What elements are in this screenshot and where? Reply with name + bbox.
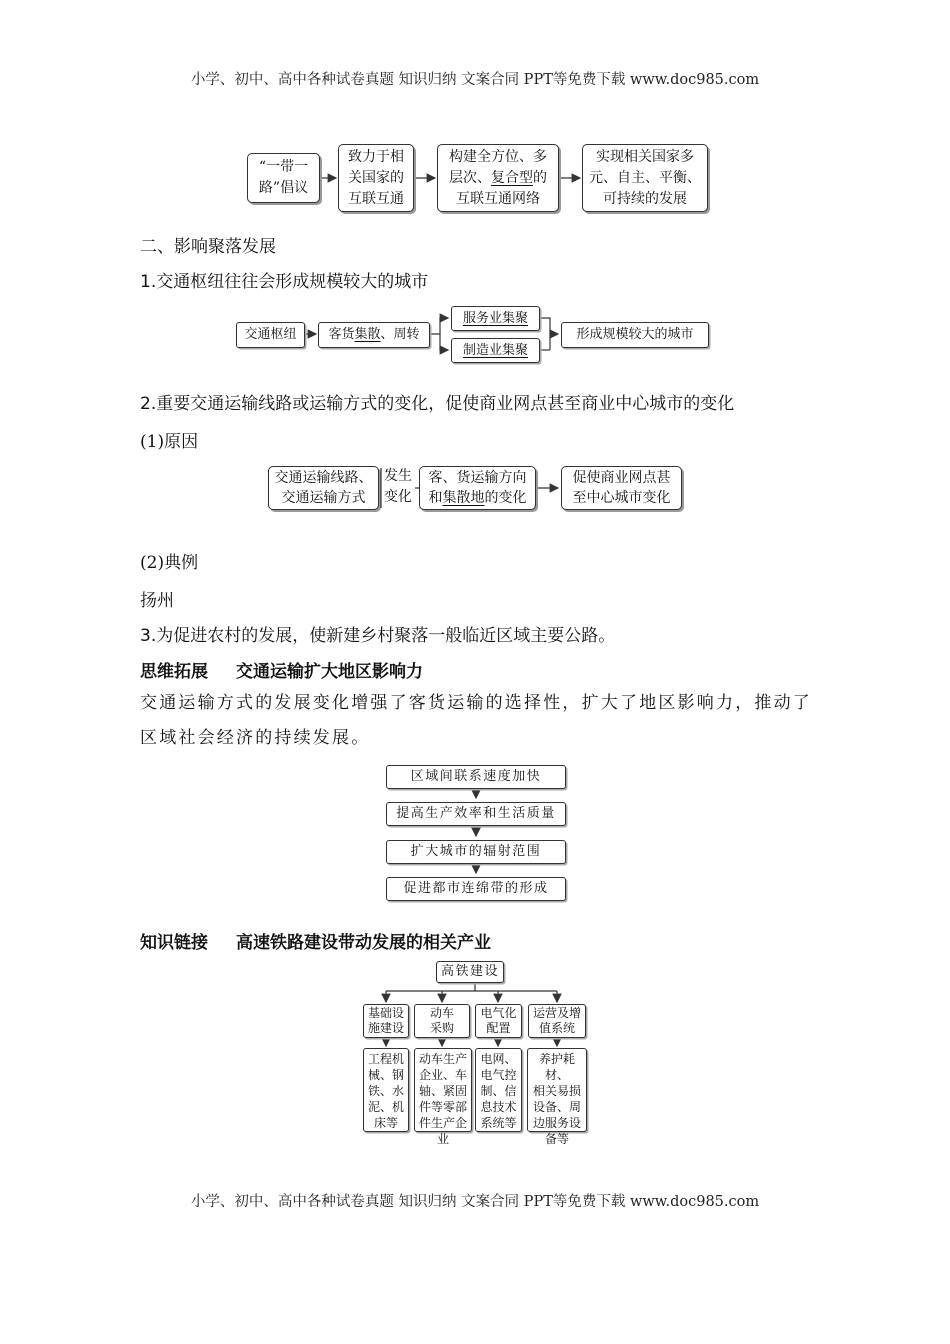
flow4-step-1: 区域间联系速度加快 (386, 765, 566, 789)
flow2-box-hub: 交通枢纽 (236, 322, 305, 348)
flow3-change-label: 发生 变化 (384, 468, 412, 505)
think-title: 交通运输扩大地区影响力 (236, 662, 423, 682)
flow3-direction-line1: 客、货运输方向 (428, 470, 527, 486)
tree-root: 高铁建设 (436, 961, 504, 983)
example-label: (2)典例 (140, 553, 199, 573)
example-value: 扬州 (140, 591, 174, 611)
flow4-step-3: 扩大城市的辐射范围 (386, 840, 566, 864)
flow1-box-development: 实现相关国家多 元、自主、平衡、 可持续的发展 (582, 144, 708, 212)
page-footer: 小学、初中、高中各种试卷真题 知识归纳 文案合同 PPT等免费下载 www.doc985.com (190, 1194, 760, 1210)
tree-leaf-infrastructure: 工程机 械、钢 铁、水 泥、机 床等 (363, 1048, 409, 1132)
tree-mid-electrification: 电气化 配置 (475, 1004, 522, 1038)
flow2-box-big-city: 形成规模较大的城市 (561, 322, 709, 348)
flow3-box-commerce: 促使商业网点甚 至中心城市变化 (561, 466, 682, 510)
link-label: 知识链接 (140, 933, 208, 953)
flow2-service-text: 服务业集聚 (462, 310, 528, 326)
tree-leaf-electrification: 电网、 电气控 制、信 息技术 系统等 (475, 1048, 522, 1132)
flow3-box-routes: 交通运输线路、 交通运输方式 (268, 466, 379, 510)
flow4-step-2: 提高生产效率和生活质量 (386, 802, 566, 826)
item-3-text: 3.为促进农村的发展，使新建乡村聚落一般临近区域主要公路。 (140, 626, 616, 646)
tree-leaf-operations: 养护耗材、 相关易损 设备、周 边服务设 备等 (527, 1048, 587, 1132)
tree-mid-operations: 运营及增 值系统 (528, 1004, 586, 1038)
flow2-distribution-pre: 客货 (328, 327, 355, 342)
flow2-distribution-underlined: 集散 (354, 327, 381, 342)
flow3-direction-underlined: 集散地 (442, 490, 485, 506)
item-1-heading: 1.交通枢纽往往会形成规模较大的城市 (140, 272, 429, 292)
think-paragraph: 交通运输方式的发展变化增强了客货运输的选择性，扩大了地区影响力，推动了区域社会经济的持续发展。 (140, 693, 812, 748)
tree-mid-emu: 动车 采购 (414, 1004, 470, 1038)
flow2-distribution-post: 、周转 (380, 327, 420, 342)
tree-leaf-emu: 动车生产 企业、车 轴、紧固 件等零部 件生产企业 (414, 1048, 472, 1132)
think-label: 思维拓展 (140, 662, 208, 682)
flow1-box-initiative: “一带一 路”倡议 (247, 153, 320, 203)
tree-mid-infrastructure: 基础设 施建设 (363, 1004, 409, 1038)
item-2-heading: 2.重要交通运输线路或运输方式的变化，促使商业网点甚至商业中心城市的变化 (140, 394, 735, 414)
section-heading: 二、影响聚落发展 (140, 237, 276, 257)
flow1-box-connectivity: 致力于相 关国家的 互联互通 (338, 144, 414, 212)
link-title: 高速铁路建设带动发展的相关产业 (236, 933, 491, 953)
flow2-manufacturing-text: 制造业集聚 (462, 342, 528, 358)
flow1-network-text-underlined: 复合型 (491, 169, 533, 186)
flow4-step-4: 促进都市连绵带的形成 (386, 877, 566, 901)
reason-label: (1)原因 (140, 432, 199, 452)
flow1-network-text-pre: 构建全方位、多 层次、 (449, 148, 547, 186)
flow3-direction-post: 的变化 (484, 490, 527, 506)
page-header: 小学、初中、高中各种试卷真题 知识归纳 文案合同 PPT等免费下载 www.doc985.com (190, 72, 760, 88)
flow3-direction-pre: 和 (428, 490, 443, 506)
flow1-network-text-post: 的 互联互通网络 (456, 169, 547, 207)
flow3-box-direction (419, 466, 536, 510)
